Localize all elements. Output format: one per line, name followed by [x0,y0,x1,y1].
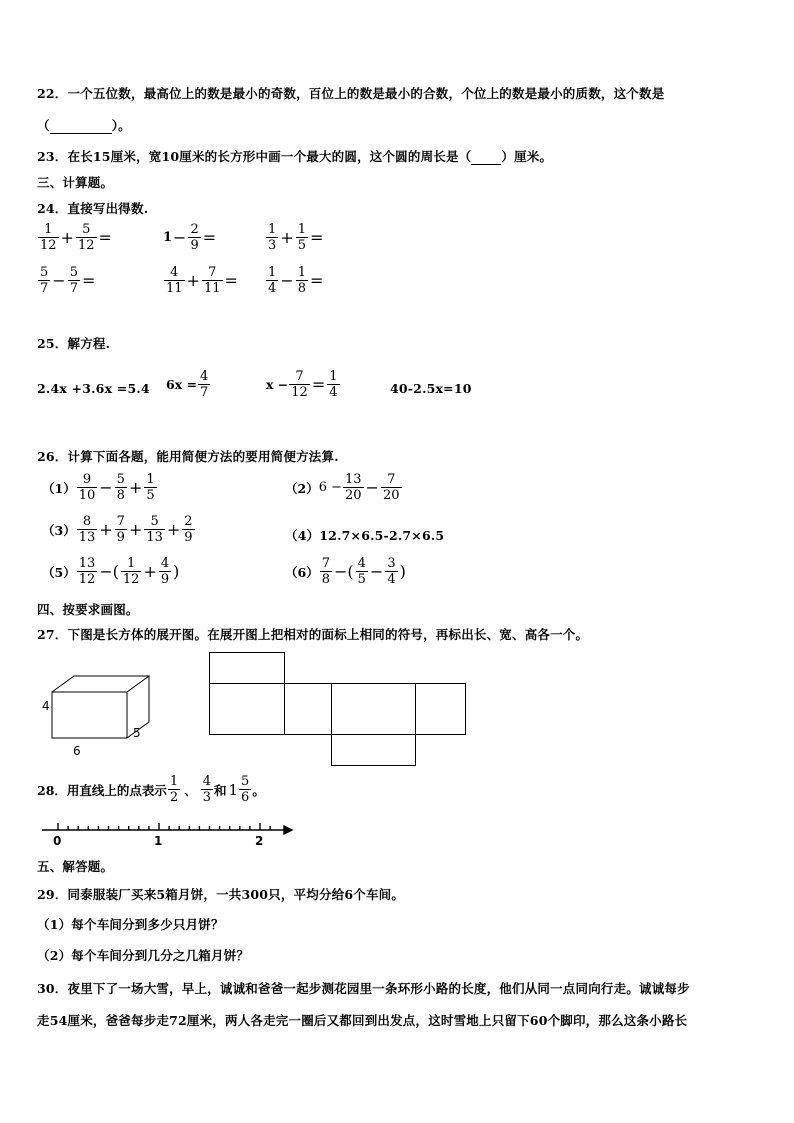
q23-text-after: ）厘米。 [501,149,553,164]
section-3-heading: 三、计算题。 [37,175,114,190]
fraction: $\frac{4}{3}$ [202,774,211,805]
fraction: $\frac{2}{9}$ [184,514,193,545]
fraction: $\frac{7}{20}$ [382,472,400,503]
fraction: $\frac{1}{12}$ [122,556,140,587]
q24-item-3: $\frac{1}{3}$ + $\frac{1}{5}$ = [268,222,324,253]
fraction: $\frac{4}{5}$ [357,556,366,587]
q24-item-5: $\frac{4}{11}$ + $\frac{7}{11}$ = [166,265,238,296]
fraction: $\frac{1}{2}$ [169,774,179,805]
net-face-top[interactable] [209,652,285,684]
q22-close-paren: ）。 [111,118,131,133]
fraction: $\frac{4}{11}$ [166,265,183,296]
fraction: $\frac{13}{12}$ [78,556,96,587]
q25-equation-2: 6x = $\frac{4}{7}$ [166,369,209,400]
fraction: $\frac{1}{4}$ [268,265,277,296]
net-face-2[interactable] [284,683,332,735]
fraction: $\frac{1}{12}$ [40,222,57,253]
q25-equation-3: x − $\frac{7}{12}$ = $\frac{1}{4}$ [266,369,338,400]
q29-sub-1: （1）每个车间分到多少只月饼？ [37,917,224,932]
q26-problem-4: （4）12.7×6.5-2.7×6.5 [285,528,445,543]
number-line-arrow [284,826,292,834]
fraction: $\frac{1}{8}$ [297,265,306,296]
fraction: $\frac{5}{7}$ [40,265,49,296]
fraction: $\frac{1}{3}$ [268,222,277,253]
cuboid-length-label: 6 [73,744,81,758]
q28-line: 28．用直线上的点表示 $\frac{1}{2}$ 、 $\frac{4}{3}$ 和 1 $\frac{5}{6}$ 。 [37,774,265,805]
fraction: $\frac{5}{7}$ [69,265,78,296]
q30-line-2: 走54厘米，爸爸每步走72厘米，两人各走完一圈后又都回到出发点，这时雪地上只留下60个脚印，那么这条小路长 [37,1013,688,1028]
cuboid-height-label: 4 [42,699,50,713]
net-face-4[interactable] [415,683,466,735]
cuboid-width-label: 5 [133,726,141,740]
fraction: $\frac{3}{4}$ [387,556,396,587]
q26-problem-1: （1） $\frac{9}{10}$ − $\frac{5}{8}$ + $\frac{1}{5}$ [42,472,155,503]
q22-open-paren: （ [37,118,50,133]
cuboid-front-face [52,692,127,738]
q24-item-2: 1 − $\frac{2}{9}$ = [163,222,217,253]
q27-title: 27．下图是长方体的展开图。在展开图上把相对的面标上相同的符号，再标出长、宽、高各一个。 [37,627,589,642]
fraction: $\frac{5}{6}$ [241,774,250,805]
q25-title: 25．解方程. [37,336,111,351]
number-line-label-2: 2 [255,834,264,848]
q24-item-6: $\frac{1}{4}$ − $\frac{1}{8}$ = [268,265,324,296]
cuboid-top-face [52,676,149,692]
fraction: $\frac{8}{13}$ [78,514,96,545]
q26-problem-2: （2） 6 − $\frac{13}{20}$ − $\frac{7}{20}$ [285,472,400,503]
net-face-1[interactable] [209,683,285,735]
q23-answer-blank[interactable] [471,152,501,165]
q23-line [37,147,552,165]
q23-text-before: 23．在长15厘米，宽10厘米的长方形中画一个最大的圆，这个圆的周长是（ [37,149,472,164]
fraction: $\frac{1}{5}$ [297,222,306,253]
fraction: $\frac{4}{7}$ [199,369,209,400]
net-face-bottom[interactable] [331,734,416,766]
q24-item-4: $\frac{5}{7}$ − $\frac{5}{7}$ = [40,265,96,296]
fraction: $\frac{2}{9}$ [190,222,199,253]
q24-item-1: $\frac{1}{12}$ + $\frac{5}{12}$ = [40,222,112,253]
fraction: $\frac{5}{13}$ [146,514,163,545]
q30-line-1: 30．夜里下了一场大雪，早上，诚诚和爸爸一起步测花园里一条环形小路的长度，他们从同一点同向行走。诚诚每步 [37,981,690,996]
fraction: $\frac{7}{8}$ [321,556,330,587]
q22-answer-blank[interactable] [50,121,112,134]
fraction: $\frac{7}{12}$ [291,369,308,400]
q29-title: 29．同泰服装厂买来5箱月饼，一共300只，平均分给6个车间。 [37,887,405,902]
fraction: $\frac{1}{4}$ [329,369,338,400]
q26-title: 26．计算下面各题，能用简便方法的要用简便方法算. [37,449,339,464]
q25-equation-1: 2.4x +3.6x =5.4 [37,381,150,396]
fraction: $\frac{1}{5}$ [146,472,155,503]
q22-answer-line [37,116,131,134]
fraction: $\frac{4}{9}$ [160,556,170,587]
fraction: $\frac{13}{20}$ [345,472,362,503]
number-line-label-1: 1 [154,834,163,848]
section-5-heading: 五、解答题。 [37,859,114,874]
fraction: $\frac{9}{10}$ [78,472,96,503]
cuboid-figure [40,670,150,760]
q26-problem-6: （6） $\frac{7}{8}$ −( $\frac{4}{5}$ − $\frac{3}{4}$ ) [285,556,406,587]
q22-line1: 22．一个五位数，最高位上的数是最小的奇数，百位上的数是最小的合数，个位上的数是最小的质数，这个数是 [37,86,665,101]
fraction: $\frac{5}{8}$ [116,472,125,503]
q25-equation-4: 40-2.5x=10 [390,381,472,396]
number-line-label-0: 0 [53,834,62,848]
q26-problem-5: （5） $\frac{13}{12}$ −( $\frac{1}{12}$ + $\frac{4}{9}$ ) [42,556,180,587]
net-face-3[interactable] [331,683,416,735]
q26-problem-3: （3） $\frac{8}{13}$ + $\frac{7}{9}$ + $\frac{5}{13}$ + $\frac{2}{9}$ [42,514,193,545]
q29-sub-2: （2）每个车间分到几分之几箱月饼？ [37,948,250,963]
fraction: $\frac{5}{12}$ [77,222,95,253]
section-4-heading: 四、按要求画图。 [37,602,139,617]
fraction: $\frac{7}{9}$ [116,514,125,545]
q24-title: 24．直接写出得数. [37,201,149,216]
fraction: $\frac{7}{11}$ [203,265,221,296]
